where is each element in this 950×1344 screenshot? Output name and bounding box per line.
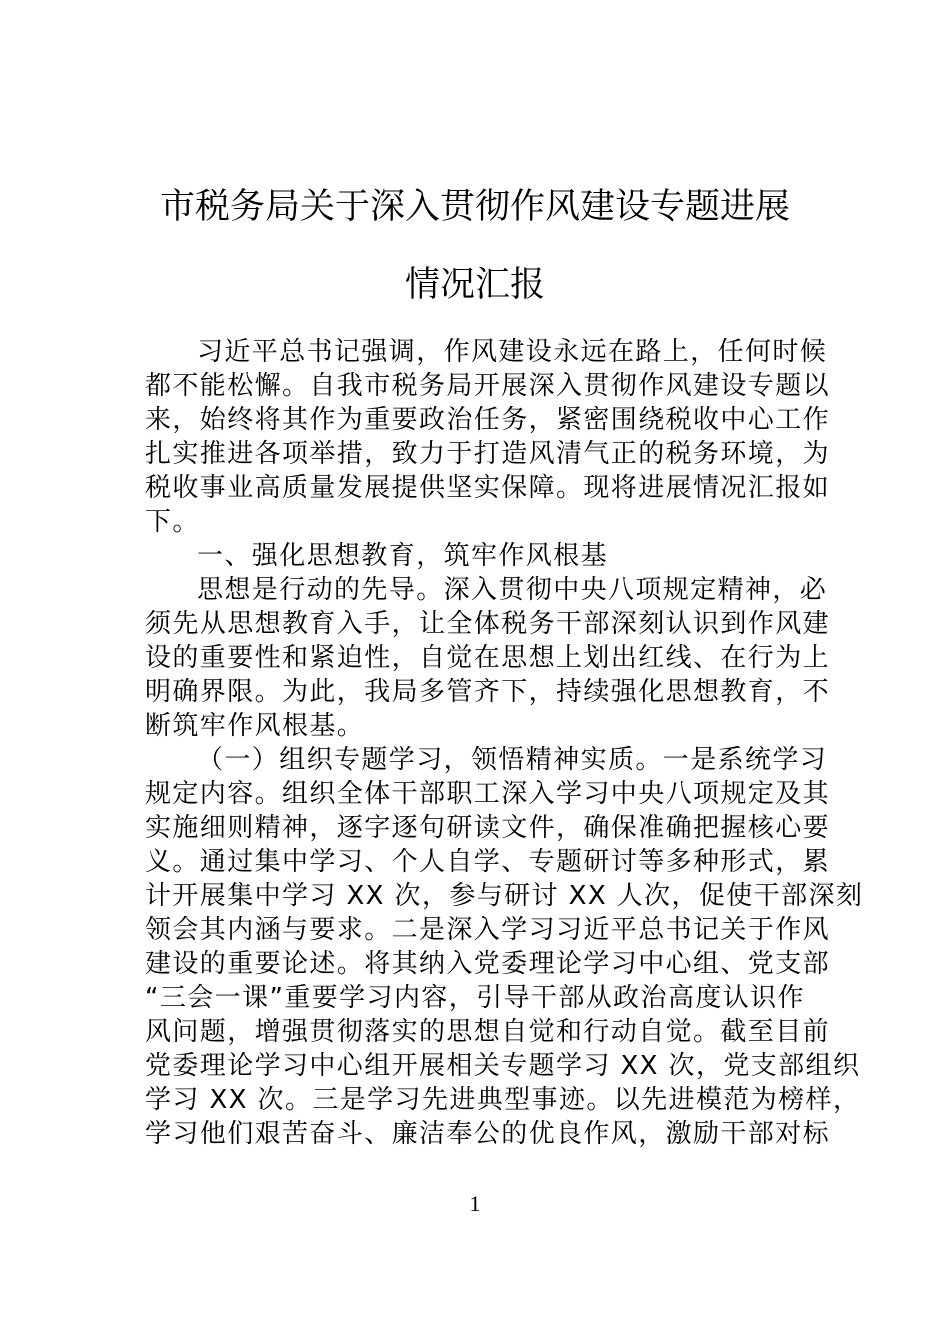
document-body — [145, 335, 864, 1151]
body-line: 习近平总书记强调，作风建设永远在路上，任何时候 — [197, 337, 828, 367]
body-line: 扎实推进各项举措，致力于打造风清气正的税务环境，为 — [145, 439, 831, 469]
section-heading: 一、强化思想教育，筑牢作风根基 — [197, 541, 609, 571]
body-line: 建设的重要论述。将其纳入党委理论学习中心组、党支部 — [145, 949, 831, 979]
body-line: 义。通过集中学习、个人自学、专题研讨等多种形式，累 — [145, 847, 831, 877]
body-line: 思想是行动的先导。深入贯彻中央八项规定精神，必 — [197, 575, 828, 605]
body-line: “三会一课”重要学习内容，引导干部从政治高度认识作 — [145, 983, 805, 1013]
body-line: 断筑牢作风根基。 — [145, 711, 365, 741]
body-line: 党委理论学习中心组开展相关专题学习 XX 次，党支部组织 — [145, 1051, 861, 1081]
body-line: 设的重要性和紧迫性，自觉在思想上划出红线、在行为上 — [145, 643, 831, 673]
title-line-1: 市税务局关于深入贯彻作风建设专题进展 — [159, 187, 790, 227]
body-line: 须先从思想教育入手，让全体税务干部深刻认识到作风建 — [145, 609, 831, 639]
body-line: 计开展集中学习 XX 次，参与研讨 XX 人次，促使干部深刻 — [145, 881, 864, 911]
title-line-2: 情况汇报 — [404, 265, 545, 305]
body-line: 领会其内涵与要求。二是深入学习习近平总书记关于作风 — [145, 915, 831, 945]
page-number: 1 — [469, 1191, 481, 1216]
body-line: 下。 — [145, 507, 200, 537]
body-line: 实施细则精神，逐字逐句研读文件，确保准确把握核心要 — [145, 813, 831, 843]
body-line: 来，始终将其作为重要政治任务，紧密围绕税收中心工作 — [145, 405, 831, 435]
body-line: 税收事业高质量发展提供坚实保障。现将进展情况汇报如 — [145, 473, 831, 503]
document-title — [145, 168, 805, 324]
body-line: 明确界限。为此，我局多管齐下，持续强化思想教育，不 — [145, 677, 831, 707]
body-line: 学习 XX 次。三是学习先进典型事迹。以先进模范为榜样， — [145, 1085, 861, 1115]
body-line: 规定内容。组织全体干部职工深入学习中央八项规定及其 — [145, 779, 831, 809]
body-line: 都不能松懈。自我市税务局开展深入贯彻作风建设专题以 — [145, 371, 831, 401]
body-line: 风问题，增强贯彻落实的思想自觉和行动自觉。截至目前 — [145, 1017, 831, 1047]
body-line: 学习他们艰苦奋斗、廉洁奉公的优良作风，激励干部对标 — [145, 1119, 831, 1149]
subsection-line: （一）组织专题学习，领悟精神实质。一是系统学习 — [197, 745, 828, 775]
